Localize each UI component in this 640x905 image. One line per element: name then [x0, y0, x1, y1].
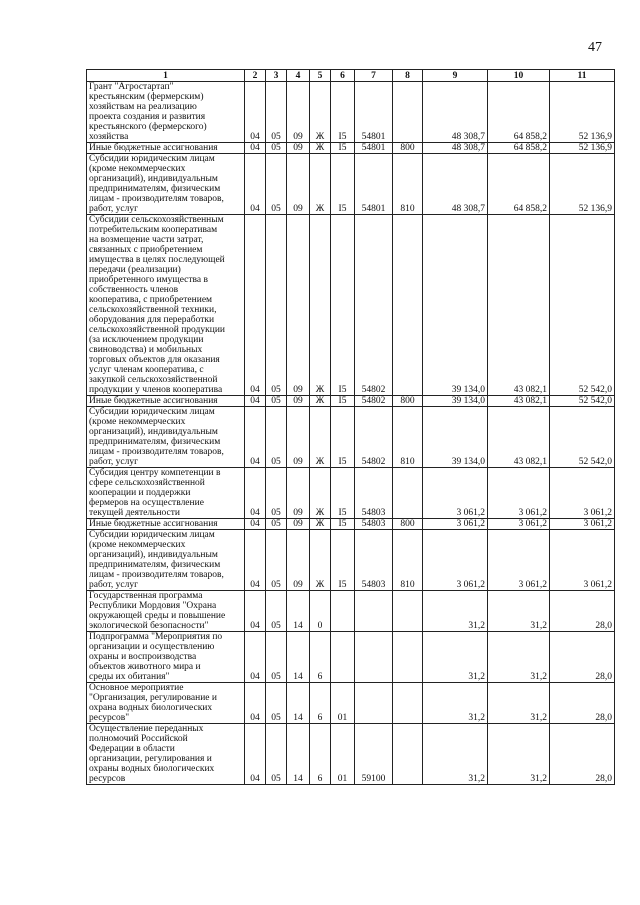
row-cell-col-8: 810 [393, 407, 423, 468]
row-cell-col-3: 05 [266, 591, 287, 632]
row-cell-col-6: I5 [331, 154, 355, 215]
row-cell-col-3: 05 [266, 519, 287, 530]
row-cell-col-6: I5 [331, 530, 355, 591]
row-cell-col-10: 43 082,1 [488, 215, 550, 396]
row-cell-col-6: I5 [331, 143, 355, 154]
row-cell-col-5: Ж [310, 530, 331, 591]
row-cell-col-8: 800 [393, 396, 423, 407]
row-cell-col-9: 48 308,7 [423, 154, 488, 215]
row-name-cell: Грант "Агростартап" крестьянским (фермерским) хозяйствам на реализацию проекта создания и развития крестьянского (фермерского) хозяйства [87, 82, 245, 143]
budget-table [86, 69, 615, 785]
row-cell-col-5: Ж [310, 519, 331, 530]
row-cell-col-9: 31,2 [423, 683, 488, 724]
row-cell-col-4: 09 [287, 215, 310, 396]
row-cell-col-8 [393, 82, 423, 143]
row-cell-col-3: 05 [266, 530, 287, 591]
row-cell-col-7 [355, 591, 393, 632]
row-cell-col-4: 09 [287, 519, 310, 530]
row-cell-col-3: 05 [266, 396, 287, 407]
row-cell-col-7: 54801 [355, 143, 393, 154]
row-cell-col-10: 43 082,1 [488, 396, 550, 407]
row-cell-col-4: 14 [287, 632, 310, 683]
column-header-7: 7 [355, 70, 393, 82]
row-cell-col-3: 05 [266, 468, 287, 519]
row-cell-col-6: I5 [331, 407, 355, 468]
row-cell-col-11: 52 542,0 [550, 407, 615, 468]
row-cell-col-2: 04 [245, 407, 266, 468]
row-cell-col-10: 43 082,1 [488, 407, 550, 468]
row-cell-col-9: 48 308,7 [423, 82, 488, 143]
column-header-5: 5 [310, 70, 331, 82]
table-row [87, 683, 615, 724]
row-name-cell: Государственная программа Республики Мордовия "Охрана окружающей среды и повышение экологической безопасности" [87, 591, 245, 632]
table-row [87, 154, 615, 215]
row-cell-col-2: 04 [245, 82, 266, 143]
column-header-8: 8 [393, 70, 423, 82]
row-cell-col-3: 05 [266, 215, 287, 396]
row-cell-col-8: 800 [393, 519, 423, 530]
table-row [87, 724, 615, 785]
row-cell-col-6: 01 [331, 683, 355, 724]
row-name-cell: Субсидии юридическим лицам (кроме некоммерческих организаций), индивидуальным предпринимателям, физическим лицам - производителям товаров, работ, услуг [87, 530, 245, 591]
row-cell-col-7: 54802 [355, 215, 393, 396]
table-row [87, 215, 615, 396]
row-cell-col-10: 3 061,2 [488, 468, 550, 519]
row-cell-col-6 [331, 591, 355, 632]
row-cell-col-7 [355, 683, 393, 724]
row-cell-col-8 [393, 683, 423, 724]
row-name-cell: Субсидии юридическим лицам (кроме некоммерческих организаций), индивидуальным предпринимателям, физическим лицам - производителям товаров, работ, услуг [87, 154, 245, 215]
row-name-cell: Иные бюджетные ассигнования [87, 519, 245, 530]
row-cell-col-2: 04 [245, 519, 266, 530]
row-cell-col-8: 810 [393, 154, 423, 215]
row-cell-col-2: 04 [245, 143, 266, 154]
row-cell-col-9: 31,2 [423, 632, 488, 683]
row-cell-col-3: 05 [266, 683, 287, 724]
row-name-cell: Подпрограмма "Мероприятия по организации и осуществлению охраны и воспроизводства объектов животного мира и среды их обитания" [87, 632, 245, 683]
table-row [87, 468, 615, 519]
row-cell-col-10: 31,2 [488, 724, 550, 785]
row-cell-col-6: I5 [331, 519, 355, 530]
row-cell-col-9: 3 061,2 [423, 530, 488, 591]
row-cell-col-11: 52 542,0 [550, 215, 615, 396]
table-row [87, 82, 615, 143]
row-cell-col-11: 52 136,9 [550, 154, 615, 215]
page-number: 47 [588, 40, 602, 55]
row-cell-col-5: Ж [310, 154, 331, 215]
row-cell-col-9: 39 134,0 [423, 407, 488, 468]
column-header-11: 11 [550, 70, 615, 82]
column-header-4: 4 [287, 70, 310, 82]
row-cell-col-10: 31,2 [488, 591, 550, 632]
row-name-cell: Субсидии юридическим лицам (кроме некоммерческих организаций), индивидуальным предпринимателям, физическим лицам - производителям товаров, работ, услуг [87, 407, 245, 468]
row-cell-col-4: 09 [287, 396, 310, 407]
row-cell-col-5: Ж [310, 468, 331, 519]
row-cell-col-2: 04 [245, 396, 266, 407]
row-cell-col-2: 04 [245, 468, 266, 519]
column-header-6: 6 [331, 70, 355, 82]
row-cell-col-2: 04 [245, 530, 266, 591]
row-cell-col-5: 6 [310, 632, 331, 683]
row-cell-col-3: 05 [266, 724, 287, 785]
table-row [87, 519, 615, 530]
row-cell-col-9: 31,2 [423, 591, 488, 632]
row-cell-col-4: 09 [287, 154, 310, 215]
row-cell-col-10: 3 061,2 [488, 519, 550, 530]
row-cell-col-8: 800 [393, 143, 423, 154]
table-row [87, 591, 615, 632]
row-cell-col-9: 31,2 [423, 724, 488, 785]
row-cell-col-2: 04 [245, 591, 266, 632]
column-header-10: 10 [488, 70, 550, 82]
row-cell-col-9: 3 061,2 [423, 519, 488, 530]
row-cell-col-7: 54803 [355, 519, 393, 530]
row-name-cell: Субсидии сельскохозяйственным потребительским кооперативам на возмещение части затрат, связанных с приобретением имущества в целях последующей передачи (реализации) приобретенного имущества в собственность членов кооператива, с приобретением сельскохозяйственной техники, оборудования для переработки сельскохозяйственной продукции (за исключением продукции свиноводства) и мобильных торговых объектов для оказания услуг членам кооператива, с закупкой сельскохозяйственной продукции у членов кооператива [87, 215, 245, 396]
row-cell-col-6: 01 [331, 724, 355, 785]
row-cell-col-8 [393, 724, 423, 785]
row-cell-col-2: 04 [245, 632, 266, 683]
row-cell-col-2: 04 [245, 724, 266, 785]
row-cell-col-3: 05 [266, 82, 287, 143]
row-cell-col-5: 6 [310, 683, 331, 724]
row-cell-col-4: 14 [287, 683, 310, 724]
row-cell-col-5: Ж [310, 407, 331, 468]
row-cell-col-5: 0 [310, 591, 331, 632]
row-cell-col-9: 39 134,0 [423, 396, 488, 407]
row-name-cell: Иные бюджетные ассигнования [87, 396, 245, 407]
row-cell-col-4: 09 [287, 407, 310, 468]
row-cell-col-3: 05 [266, 407, 287, 468]
row-cell-col-3: 05 [266, 154, 287, 215]
row-cell-col-6: I5 [331, 215, 355, 396]
row-cell-col-10: 64 858,2 [488, 82, 550, 143]
row-cell-col-7: 54801 [355, 154, 393, 215]
row-cell-col-5: 6 [310, 724, 331, 785]
row-cell-col-11: 3 061,2 [550, 519, 615, 530]
column-header-3: 3 [266, 70, 287, 82]
row-cell-col-11: 28,0 [550, 724, 615, 785]
row-cell-col-10: 64 858,2 [488, 154, 550, 215]
row-cell-col-11: 28,0 [550, 683, 615, 724]
table-row [87, 407, 615, 468]
row-cell-col-4: 09 [287, 143, 310, 154]
row-cell-col-8: 810 [393, 530, 423, 591]
row-cell-col-11: 28,0 [550, 632, 615, 683]
row-cell-col-4: 14 [287, 724, 310, 785]
row-cell-col-7: 59100 [355, 724, 393, 785]
table-header-row [87, 70, 615, 82]
row-cell-col-11: 52 136,9 [550, 143, 615, 154]
row-cell-col-8 [393, 215, 423, 396]
row-cell-col-4: 14 [287, 591, 310, 632]
table-row [87, 143, 615, 154]
row-cell-col-6: I5 [331, 396, 355, 407]
row-cell-col-2: 04 [245, 215, 266, 396]
row-cell-col-11: 52 136,9 [550, 82, 615, 143]
row-cell-col-5: Ж [310, 82, 331, 143]
row-name-cell: Субсидия центру компетенции в сфере сельскохозяйственной кооперации и поддержки фермеров на осуществление текущей деятельности [87, 468, 245, 519]
row-cell-col-3: 05 [266, 632, 287, 683]
row-cell-col-8 [393, 468, 423, 519]
row-name-cell: Основное мероприятие "Организация, регулирование и охрана водных биологических ресурсов" [87, 683, 245, 724]
row-cell-col-11: 3 061,2 [550, 468, 615, 519]
column-header-2: 2 [245, 70, 266, 82]
row-cell-col-7: 54803 [355, 530, 393, 591]
column-header-1: 1 [87, 70, 245, 82]
row-cell-col-7: 54802 [355, 396, 393, 407]
row-cell-col-11: 52 542,0 [550, 396, 615, 407]
row-cell-col-4: 09 [287, 530, 310, 591]
row-cell-col-9: 39 134,0 [423, 215, 488, 396]
row-cell-col-7: 54803 [355, 468, 393, 519]
row-name-cell: Иные бюджетные ассигнования [87, 143, 245, 154]
row-cell-col-7: 54801 [355, 82, 393, 143]
row-cell-col-6 [331, 632, 355, 683]
row-name-cell: Осуществление переданных полномочий Российской Федерации в области организации, регулирования и охраны водных биологических ресурсов [87, 724, 245, 785]
row-cell-col-6: I5 [331, 82, 355, 143]
column-header-9: 9 [423, 70, 488, 82]
row-cell-col-10: 31,2 [488, 632, 550, 683]
row-cell-col-4: 09 [287, 468, 310, 519]
table-row [87, 396, 615, 407]
row-cell-col-9: 3 061,2 [423, 468, 488, 519]
row-cell-col-5: Ж [310, 396, 331, 407]
table-row [87, 530, 615, 591]
row-cell-col-8 [393, 632, 423, 683]
row-cell-col-5: Ж [310, 215, 331, 396]
row-cell-col-7 [355, 632, 393, 683]
row-cell-col-7: 54802 [355, 407, 393, 468]
table-row [87, 632, 615, 683]
row-cell-col-10: 64 858,2 [488, 143, 550, 154]
row-cell-col-11: 28,0 [550, 591, 615, 632]
row-cell-col-5: Ж [310, 143, 331, 154]
row-cell-col-10: 31,2 [488, 683, 550, 724]
row-cell-col-9: 48 308,7 [423, 143, 488, 154]
row-cell-col-2: 04 [245, 154, 266, 215]
row-cell-col-6: I5 [331, 468, 355, 519]
row-cell-col-3: 05 [266, 143, 287, 154]
row-cell-col-10: 3 061,2 [488, 530, 550, 591]
row-cell-col-4: 09 [287, 82, 310, 143]
row-cell-col-8 [393, 591, 423, 632]
row-cell-col-11: 3 061,2 [550, 530, 615, 591]
row-cell-col-2: 04 [245, 683, 266, 724]
